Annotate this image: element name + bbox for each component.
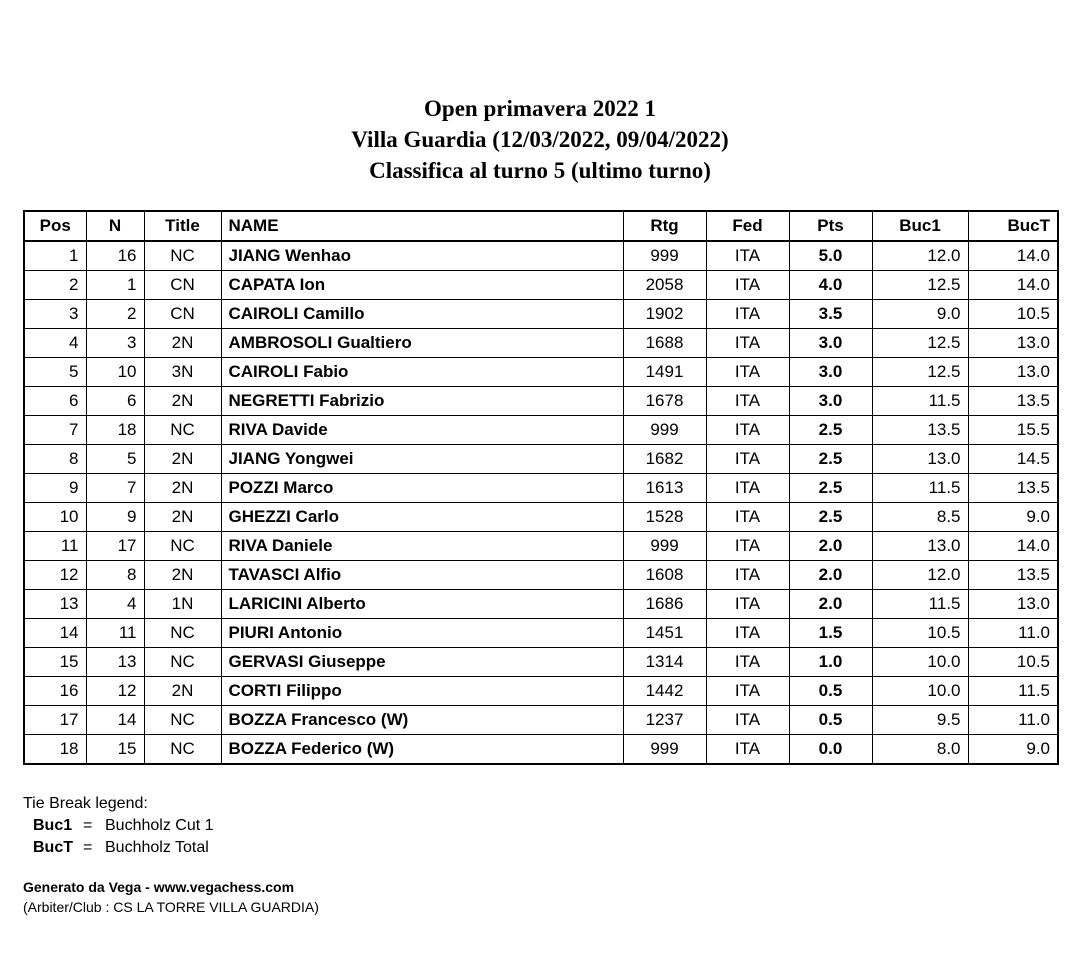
- cell-buc1: 12.5: [872, 271, 968, 300]
- cell-pos: 18: [24, 735, 86, 765]
- cell-pos: 16: [24, 677, 86, 706]
- cell-federation: ITA: [706, 300, 789, 329]
- cell-buct: 11.0: [968, 619, 1058, 648]
- cell-pos: 15: [24, 648, 86, 677]
- table-row: [24, 648, 1058, 677]
- cell-n: 7: [86, 474, 144, 503]
- cell-rating: 999: [623, 735, 706, 765]
- cell-player-name: BOZZA Federico (W): [221, 735, 623, 765]
- cell-federation: ITA: [706, 648, 789, 677]
- col-header-buc1: Buc1: [872, 211, 968, 241]
- cell-rating: 1314: [623, 648, 706, 677]
- legend-abbr: Buc1: [33, 817, 73, 834]
- col-header-n: N: [86, 211, 144, 241]
- legend-desc: Buchholz Total: [105, 839, 209, 856]
- table-row: [24, 677, 1058, 706]
- cell-n: 5: [86, 445, 144, 474]
- legend-equals: =: [83, 817, 93, 834]
- cell-pos: 12: [24, 561, 86, 590]
- cell-pos: 10: [24, 503, 86, 532]
- cell-buc1: 11.5: [872, 474, 968, 503]
- cell-title: 2N: [144, 677, 221, 706]
- cell-pos: 11: [24, 532, 86, 561]
- cell-federation: ITA: [706, 474, 789, 503]
- cell-buct: 14.0: [968, 532, 1058, 561]
- cell-player-name: POZZI Marco: [221, 474, 623, 503]
- cell-points: 2.5: [789, 445, 872, 474]
- cell-buct: 13.0: [968, 329, 1058, 358]
- cell-buct: 14.0: [968, 241, 1058, 271]
- cell-player-name: CAPATA Ion: [221, 271, 623, 300]
- cell-title: NC: [144, 706, 221, 735]
- cell-federation: ITA: [706, 329, 789, 358]
- cell-rating: 2058: [623, 271, 706, 300]
- cell-buc1: 12.5: [872, 358, 968, 387]
- cell-title: 2N: [144, 474, 221, 503]
- cell-points: 1.5: [789, 619, 872, 648]
- cell-points: 4.0: [789, 271, 872, 300]
- cell-buc1: 9.5: [872, 706, 968, 735]
- cell-pos: 2: [24, 271, 86, 300]
- standings-body: [24, 241, 1058, 764]
- cell-n: 2: [86, 300, 144, 329]
- cell-title: NC: [144, 241, 221, 271]
- cell-title: 3N: [144, 358, 221, 387]
- cell-buc1: 11.5: [872, 387, 968, 416]
- cell-rating: 1608: [623, 561, 706, 590]
- cell-points: 3.0: [789, 387, 872, 416]
- legend-desc: Buchholz Cut 1: [105, 817, 214, 834]
- cell-federation: ITA: [706, 532, 789, 561]
- col-header-rtg: Rtg: [623, 211, 706, 241]
- cell-points: 3.0: [789, 358, 872, 387]
- cell-rating: 1528: [623, 503, 706, 532]
- cell-rating: 999: [623, 416, 706, 445]
- cell-federation: ITA: [706, 241, 789, 271]
- cell-buc1: 11.5: [872, 590, 968, 619]
- table-row: [24, 271, 1058, 300]
- standings-subtitle: Classifica al turno 5 (ultimo turno): [369, 158, 711, 183]
- cell-rating: 1688: [623, 329, 706, 358]
- cell-pos: 5: [24, 358, 86, 387]
- cell-player-name: GERVASI Giuseppe: [221, 648, 623, 677]
- cell-buct: 13.5: [968, 387, 1058, 416]
- cell-pos: 9: [24, 474, 86, 503]
- cell-buc1: 12.5: [872, 329, 968, 358]
- cell-rating: 1682: [623, 445, 706, 474]
- table-row: [24, 416, 1058, 445]
- cell-n: 4: [86, 590, 144, 619]
- cell-points: 2.0: [789, 590, 872, 619]
- cell-n: 3: [86, 329, 144, 358]
- cell-buc1: 9.0: [872, 300, 968, 329]
- cell-player-name: CAIROLI Camillo: [221, 300, 623, 329]
- cell-n: 1: [86, 271, 144, 300]
- cell-n: 11: [86, 619, 144, 648]
- cell-player-name: BOZZA Francesco (W): [221, 706, 623, 735]
- cell-title: 2N: [144, 387, 221, 416]
- cell-buc1: 13.0: [872, 532, 968, 561]
- cell-buct: 13.5: [968, 474, 1058, 503]
- cell-buc1: 13.0: [872, 445, 968, 474]
- cell-player-name: CORTI Filippo: [221, 677, 623, 706]
- cell-rating: 1902: [623, 300, 706, 329]
- cell-n: 13: [86, 648, 144, 677]
- page-title: [0, 93, 1080, 186]
- cell-federation: ITA: [706, 561, 789, 590]
- cell-title: 2N: [144, 561, 221, 590]
- table-row: [24, 590, 1058, 619]
- cell-buct: 11.5: [968, 677, 1058, 706]
- cell-player-name: TAVASCI Alfio: [221, 561, 623, 590]
- col-header-name: NAME: [221, 211, 623, 241]
- cell-federation: ITA: [706, 416, 789, 445]
- cell-buc1: 8.5: [872, 503, 968, 532]
- cell-buc1: 10.5: [872, 619, 968, 648]
- cell-buct: 11.0: [968, 706, 1058, 735]
- cell-pos: 4: [24, 329, 86, 358]
- cell-player-name: JIANG Wenhao: [221, 241, 623, 271]
- legend-item: [23, 815, 214, 837]
- table-header-row: [24, 211, 1058, 241]
- cell-title: 2N: [144, 445, 221, 474]
- cell-title: NC: [144, 416, 221, 445]
- cell-player-name: CAIROLI Fabio: [221, 358, 623, 387]
- cell-points: 5.0: [789, 241, 872, 271]
- cell-rating: 1237: [623, 706, 706, 735]
- cell-buct: 10.5: [968, 648, 1058, 677]
- table-row: [24, 445, 1058, 474]
- cell-pos: 1: [24, 241, 86, 271]
- cell-n: 18: [86, 416, 144, 445]
- cell-rating: 999: [623, 532, 706, 561]
- legend-item: [23, 837, 214, 859]
- table-row: [24, 706, 1058, 735]
- cell-buct: 13.5: [968, 561, 1058, 590]
- cell-federation: ITA: [706, 619, 789, 648]
- cell-points: 2.0: [789, 561, 872, 590]
- cell-points: 2.5: [789, 503, 872, 532]
- cell-federation: ITA: [706, 677, 789, 706]
- cell-n: 12: [86, 677, 144, 706]
- cell-title: NC: [144, 532, 221, 561]
- table-row: [24, 619, 1058, 648]
- table-row: [24, 387, 1058, 416]
- cell-title: NC: [144, 619, 221, 648]
- cell-n: 16: [86, 241, 144, 271]
- cell-points: 0.5: [789, 677, 872, 706]
- table-row: [24, 329, 1058, 358]
- cell-pos: 6: [24, 387, 86, 416]
- cell-n: 6: [86, 387, 144, 416]
- col-header-buct: BucT: [968, 211, 1058, 241]
- generator-credit: Generato da Vega - www.vegachess.com: [23, 879, 295, 895]
- cell-buc1: 10.0: [872, 648, 968, 677]
- legend-equals: =: [83, 839, 93, 856]
- cell-rating: 1451: [623, 619, 706, 648]
- cell-pos: 3: [24, 300, 86, 329]
- tournament-name: Open primavera 2022 1: [424, 96, 656, 121]
- table-row: [24, 300, 1058, 329]
- cell-federation: ITA: [706, 590, 789, 619]
- cell-buct: 14.5: [968, 445, 1058, 474]
- cell-player-name: RIVA Daniele: [221, 532, 623, 561]
- cell-points: 3.5: [789, 300, 872, 329]
- arbiter-club: (Arbiter/Club : CS LA TORRE VILLA GUARDIA): [23, 899, 319, 915]
- col-header-pos: Pos: [24, 211, 86, 241]
- cell-buct: 13.0: [968, 590, 1058, 619]
- cell-federation: ITA: [706, 706, 789, 735]
- cell-federation: ITA: [706, 271, 789, 300]
- tie-break-legend: [23, 793, 214, 859]
- table-row: [24, 532, 1058, 561]
- cell-buc1: 12.0: [872, 241, 968, 271]
- col-header-title: Title: [144, 211, 221, 241]
- cell-buc1: 10.0: [872, 677, 968, 706]
- cell-federation: ITA: [706, 735, 789, 765]
- standings-table: [23, 210, 1059, 765]
- cell-federation: ITA: [706, 358, 789, 387]
- cell-buct: 9.0: [968, 735, 1058, 765]
- legend-heading: Tie Break legend:: [23, 795, 148, 812]
- table-row: [24, 358, 1058, 387]
- table-row: [24, 474, 1058, 503]
- cell-n: 14: [86, 706, 144, 735]
- cell-pos: 7: [24, 416, 86, 445]
- cell-federation: ITA: [706, 445, 789, 474]
- footer: [23, 877, 319, 917]
- cell-player-name: JIANG Yongwei: [221, 445, 623, 474]
- cell-pos: 17: [24, 706, 86, 735]
- cell-rating: 1686: [623, 590, 706, 619]
- cell-n: 15: [86, 735, 144, 765]
- cell-title: CN: [144, 300, 221, 329]
- cell-player-name: AMBROSOLI Gualtiero: [221, 329, 623, 358]
- cell-title: 1N: [144, 590, 221, 619]
- cell-points: 2.5: [789, 474, 872, 503]
- cell-rating: 1613: [623, 474, 706, 503]
- cell-n: 8: [86, 561, 144, 590]
- cell-player-name: LARICINI Alberto: [221, 590, 623, 619]
- cell-title: 2N: [144, 503, 221, 532]
- cell-buc1: 12.0: [872, 561, 968, 590]
- cell-buct: 10.5: [968, 300, 1058, 329]
- cell-buct: 9.0: [968, 503, 1058, 532]
- tournament-venue-dates: Villa Guardia (12/03/2022, 09/04/2022): [351, 127, 729, 152]
- legend-abbr: BucT: [33, 839, 73, 856]
- cell-points: 3.0: [789, 329, 872, 358]
- col-header-pts: Pts: [789, 211, 872, 241]
- table-row: [24, 735, 1058, 765]
- cell-points: 1.0: [789, 648, 872, 677]
- cell-buct: 14.0: [968, 271, 1058, 300]
- col-header-fed: Fed: [706, 211, 789, 241]
- cell-buct: 13.0: [968, 358, 1058, 387]
- cell-rating: 1491: [623, 358, 706, 387]
- cell-buct: 15.5: [968, 416, 1058, 445]
- cell-title: 2N: [144, 329, 221, 358]
- cell-player-name: PIURI Antonio: [221, 619, 623, 648]
- cell-player-name: NEGRETTI Fabrizio: [221, 387, 623, 416]
- cell-rating: 999: [623, 241, 706, 271]
- cell-federation: ITA: [706, 387, 789, 416]
- cell-points: 0.0: [789, 735, 872, 765]
- cell-rating: 1678: [623, 387, 706, 416]
- cell-points: 2.5: [789, 416, 872, 445]
- cell-player-name: GHEZZI Carlo: [221, 503, 623, 532]
- cell-pos: 13: [24, 590, 86, 619]
- cell-buc1: 8.0: [872, 735, 968, 765]
- table-row: [24, 241, 1058, 271]
- cell-n: 10: [86, 358, 144, 387]
- cell-rating: 1442: [623, 677, 706, 706]
- cell-points: 0.5: [789, 706, 872, 735]
- cell-points: 2.0: [789, 532, 872, 561]
- cell-federation: ITA: [706, 503, 789, 532]
- cell-player-name: RIVA Davide: [221, 416, 623, 445]
- cell-title: NC: [144, 648, 221, 677]
- table-row: [24, 561, 1058, 590]
- cell-n: 17: [86, 532, 144, 561]
- cell-pos: 14: [24, 619, 86, 648]
- cell-pos: 8: [24, 445, 86, 474]
- table-row: [24, 503, 1058, 532]
- cell-title: NC: [144, 735, 221, 765]
- cell-buc1: 13.5: [872, 416, 968, 445]
- cell-n: 9: [86, 503, 144, 532]
- cell-title: CN: [144, 271, 221, 300]
